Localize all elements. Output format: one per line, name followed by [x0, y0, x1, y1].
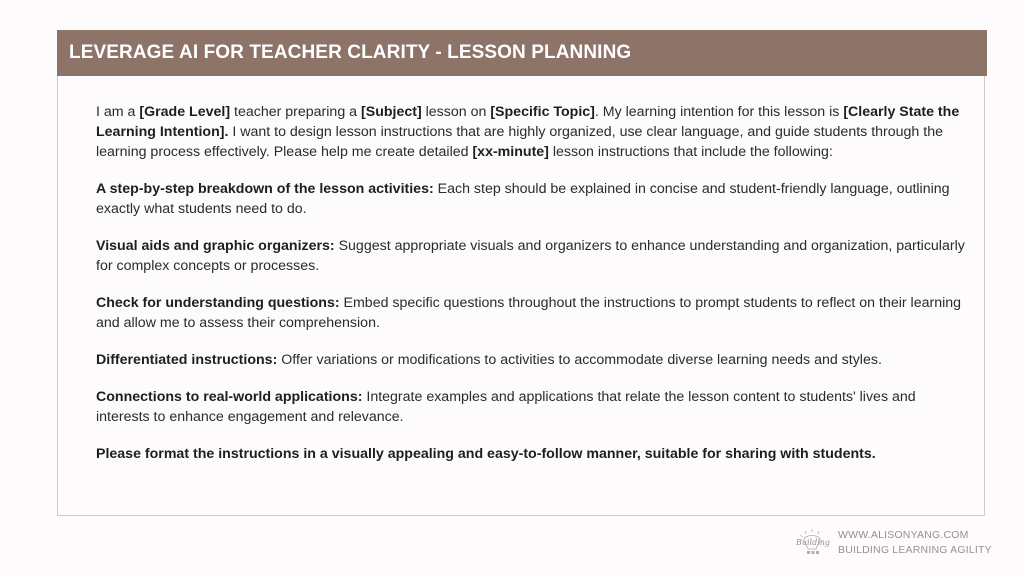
page-title: LEVERAGE AI FOR TEACHER CLARITY - LESSON PLANNING	[69, 42, 632, 63]
intro-paragraph	[96, 102, 966, 162]
placeholder-grade-level: [Grade Level]	[139, 104, 231, 120]
item-label: A step-by-step breakdown of the lesson activities:	[96, 181, 434, 197]
item-text: Offer variations or modifications to activities to accommodate diverse learning needs and styles.	[277, 352, 882, 368]
card-header	[57, 30, 987, 76]
placeholder-duration: [xx-minute]	[472, 144, 549, 160]
item-label: Check for understanding questions:	[96, 295, 340, 311]
item-text: Suggest appropriate visuals and organizers to enhance understanding and organization, particularly for complex concepts or processes.	[96, 238, 965, 274]
tagline: BUILDING LEARNING AGILITY	[838, 544, 992, 556]
item-text: Each step should be explained in concise and student-friendly language, outlining exactly what students need to do.	[96, 181, 950, 217]
intro-segment: lesson instructions that include the following:	[548, 144, 833, 160]
footer-text	[838, 528, 992, 558]
intro-segment: teacher preparing a	[230, 104, 361, 120]
item-label: Visual aids and graphic organizers:	[96, 238, 335, 254]
item-text: Integrate examples and applications that relate the lesson content to students' lives and interests to enhance engagement and relevance.	[96, 389, 916, 425]
svg-text:Building: Building	[796, 538, 831, 547]
item-text: Embed specific questions throughout the instructions to prompt students to reflect on their learning and allow me to assess their comprehension.	[96, 295, 962, 331]
item-label: Connections to real-world applications:	[96, 389, 363, 405]
footer-branding	[796, 528, 992, 558]
intro-segment: . My learning intention for this lesson is	[594, 104, 844, 120]
intro-segment: lesson on	[421, 104, 491, 120]
closing-text: Please format the instructions in a visually appealing and easy-to-follow manner, suitable for sharing with students.	[96, 446, 876, 462]
item-differentiated	[96, 350, 966, 370]
placeholder-subject: [Subject]	[361, 104, 422, 120]
placeholder-learning-intention: [Clearly State the Learning Intention].	[96, 104, 960, 140]
closing-paragraph	[96, 444, 966, 464]
item-visual-aids	[96, 236, 966, 276]
prompt-card	[57, 30, 985, 516]
intro-segment: I want to design lesson instructions that are highly organized, use clear language, and guide students through the learning process effectively. Please help me create detailed	[96, 124, 943, 160]
placeholder-specific-topic: [Specific Topic]	[490, 104, 595, 120]
website-link[interactable]: WWW.ALISONYANG.COM	[838, 529, 969, 541]
lightbulb-building-logo-icon	[796, 528, 832, 558]
item-step-by-step	[96, 179, 966, 219]
prompt-body	[96, 102, 966, 481]
intro-segment: I am a	[96, 104, 140, 120]
item-label: Differentiated instructions:	[96, 352, 278, 368]
item-check-understanding	[96, 293, 966, 333]
item-real-world	[96, 387, 966, 427]
